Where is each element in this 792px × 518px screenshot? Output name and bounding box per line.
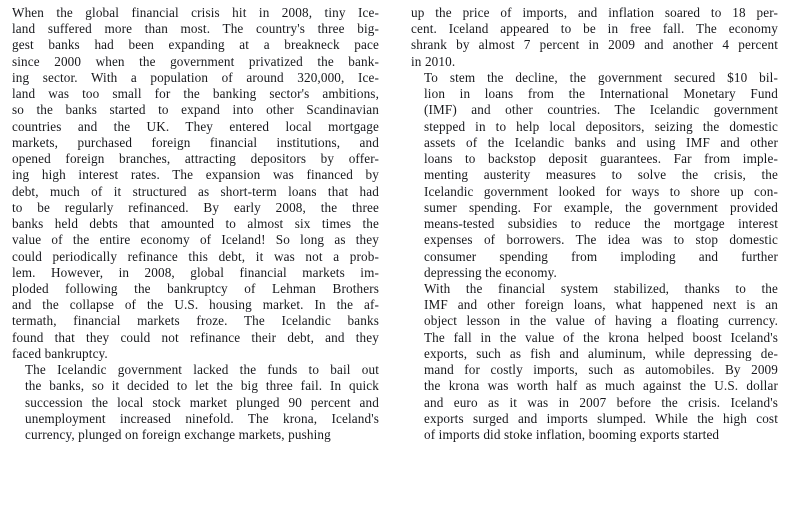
text-line: ing sector. With a population of around 320,000, Ice-	[12, 69, 379, 85]
text-line: mand for costly imports, such as automobiles. By 2009	[424, 362, 778, 378]
text-line: so the banks started to expand into other Scandinavian	[12, 102, 379, 118]
text-line: to be regularly refinanced. By early 2008, the three	[12, 199, 379, 215]
text-line: To stem the decline, the government secured $10 bil-	[424, 69, 778, 85]
text-line: loans to backstop deposit guarantees. Far from imple-	[424, 151, 778, 167]
text-line: depressing the economy.	[424, 264, 557, 280]
text-line: The fall in the value of the krona helped boost Iceland's	[424, 329, 778, 345]
text-line: means-tested subsidies to reduce the mortgage interest	[424, 216, 778, 232]
text-line: ing high interest rates. The expansion was financed by	[12, 167, 379, 183]
text-line: markets, purchased foreign financial institutions, and	[12, 134, 379, 150]
text-line: could periodically refinance this debt, it was not a prob-	[12, 248, 379, 264]
text-line: assets of the Icelandic banks and using IMF and other	[424, 134, 778, 150]
text-line: consumer spending from imploding and further	[424, 248, 778, 264]
text-line: the banks, so it decided to let the big three fail. In quick	[25, 378, 379, 394]
text-line: since 2000 when the government privatized the bank-	[12, 53, 379, 69]
text-line: expenses of borrowers. The idea was to stop domestic	[424, 232, 778, 248]
text-line: gest banks had been expanding at a breakneck pace	[12, 37, 379, 53]
text-line: object lesson in the value of having a floating currency.	[424, 313, 778, 329]
text-line: value of the entire economy of Iceland! So long as they	[12, 232, 379, 248]
text-line: faced bankruptcy.	[12, 345, 108, 361]
text-line: found that they could not refinance their debt, and they	[12, 329, 379, 345]
text-line: in 2010.	[411, 53, 456, 69]
text-line: menting austerity measures to solve the crisis, the	[424, 167, 778, 183]
text-line: banks held debts that amounted to almost six times the	[12, 216, 379, 232]
text-line: land suffered more than most. The country's three big-	[12, 21, 379, 37]
text-line: lion in loans from the International Monetary Fund	[424, 86, 778, 102]
text-line: and euro as it was in 2007 before the crisis. Iceland's	[424, 394, 778, 410]
text-line: termath, financial markets froze. The Icelandic banks	[12, 313, 379, 329]
text-line: up the price of imports, and inflation soared to 18 per-	[411, 5, 778, 20]
text-line: stepped in to help local depositors, seizing the domestic	[424, 118, 778, 134]
text-line: When the global financial crisis hit in 2008, tiny Ice-	[12, 5, 379, 20]
paragraph	[411, 281, 778, 443]
text-line: exports surged and imports slumped. While the high cost	[424, 410, 778, 426]
text-line: unemployment increased ninefold. The krona, Iceland's	[25, 410, 379, 426]
text-line: cent. Iceland appeared to be in free fall. The economy	[411, 21, 778, 37]
paragraph	[12, 362, 379, 443]
text-line: Icelandic government looked for ways to shore up con-	[424, 183, 778, 199]
text-column-right	[396, 0, 792, 518]
text-line: debt, much of it structured as short-term loans that had	[12, 183, 379, 199]
text-line: exports, such as fish and aluminum, while depressing de-	[424, 345, 778, 361]
text-line: of imports did stoke inflation, booming exports started	[424, 427, 720, 443]
text-line: ploded following the bankruptcy of Lehman Brothers	[12, 280, 379, 296]
paragraph	[12, 5, 379, 362]
text-line: lem. However, in 2008, global financial markets im-	[12, 264, 379, 280]
text-line: the krona was worth half as much against the U.S. dollar	[424, 378, 778, 394]
text-line: (IMF) and other countries. The Icelandic government	[424, 102, 778, 118]
text-line: countries and the UK. They entered local mortgage	[12, 118, 379, 134]
text-line: currency, plunged on foreign exchange markets, pushing	[25, 427, 331, 443]
text-line: opened foreign branches, attracting depositors by offer-	[12, 151, 379, 167]
text-line: succession the local stock market plunged 90 percent and	[25, 394, 379, 410]
text-line: shrank by almost 7 percent in 2009 and another 4 percent	[411, 37, 778, 53]
text-line: With the financial system stabilized, thanks to the	[424, 280, 778, 296]
text-line: sumer spending. For example, the government provided	[424, 199, 778, 215]
text-line: IMF and other foreign loans, what happened next is an	[424, 297, 778, 313]
text-line: The Icelandic government lacked the funds to bail out	[25, 362, 379, 378]
text-line: and the collapse of the U.S. housing market. In the af-	[12, 297, 379, 313]
text-line: land was too small for the banking sector's ambitions,	[12, 86, 379, 102]
paragraph	[411, 70, 778, 281]
paragraph	[411, 5, 778, 70]
